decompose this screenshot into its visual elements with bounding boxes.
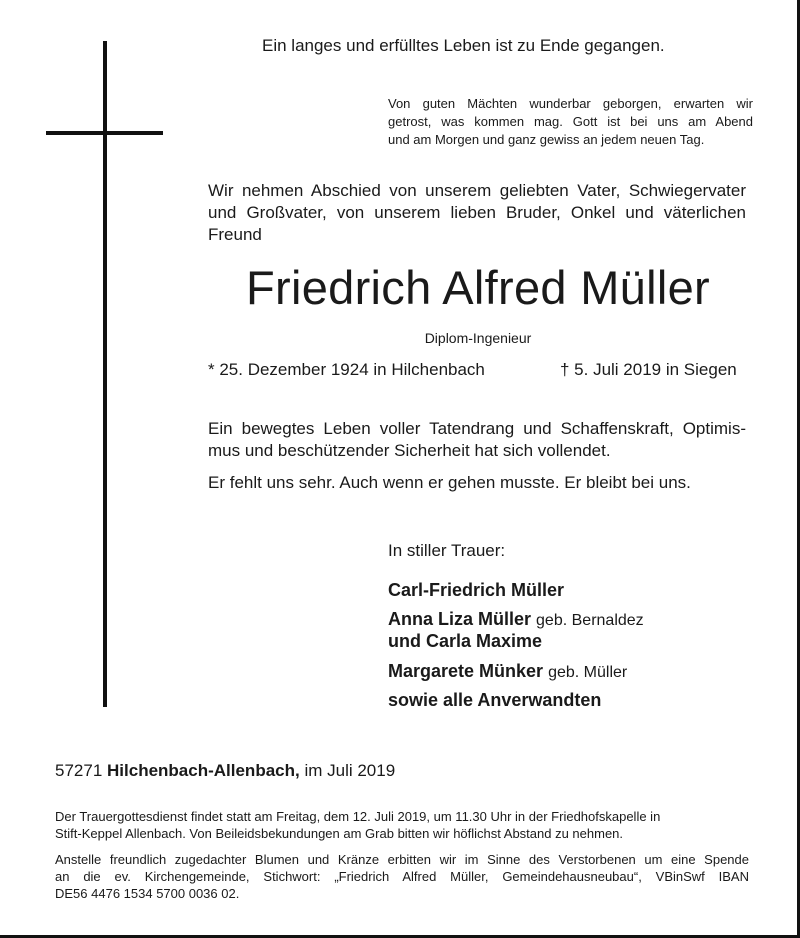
cross-icon-horizontal xyxy=(46,131,163,135)
headline: Ein langes und erfülltes Leben ist zu Ende gegangen. xyxy=(262,36,665,55)
grief-label: In stiller Trauer: xyxy=(388,541,506,560)
poem-line: und am Morgen und ganz gewiss an jedem neuen Tag. xyxy=(388,132,705,147)
mourner-nee: geb. Müller xyxy=(548,664,628,681)
place-zip: 57271 xyxy=(55,761,103,780)
mourner-1: Carl-Friedrich Müller xyxy=(388,580,565,600)
mourner-3: und Carla Maxime xyxy=(388,631,543,651)
notice-line: Anstelle freundlich zugedachter Blumen und Kränze erbitten wir im Sinne des Verstorbenen um eine Spende xyxy=(55,852,749,867)
donation-notice xyxy=(55,851,749,902)
mourner-name: Margarete Münker xyxy=(388,661,544,681)
place-date: im Juli 2019 xyxy=(304,761,396,780)
notice-line: DE56 4476 1534 5700 0036 02. xyxy=(55,886,240,901)
place-town: Hilchenbach-Allenbach, xyxy=(107,761,300,780)
poem-line: Von guten Mächten wunderbar geborgen, erwarten wir xyxy=(388,96,753,111)
farewell-intro xyxy=(208,180,746,246)
deceased-title: Diplom-Ingenieur xyxy=(424,330,532,346)
deceased-name: Friedrich Alfred Müller xyxy=(246,261,710,314)
intro-line: Wir nehmen Abschied von unserem geliebten Vater, Schwiegervater xyxy=(208,181,746,200)
life-line: Ein bewegtes Leben voller Tatendrang und Schaffenskraft, Optimis- xyxy=(208,419,746,438)
mourner-5: sowie alle Anverwandten xyxy=(388,690,602,710)
mourner-nee: geb. Bernaldez xyxy=(536,612,644,629)
service-notice xyxy=(55,808,749,842)
notice-line: Der Trauergottesdienst findet statt am Freitag, dem 12. Juli 2019, um 11.30 Uhr in der Friedhofskapelle in xyxy=(55,809,661,824)
life-line: mus und beschützender Sicherheit hat sich vollendet. xyxy=(208,441,611,460)
death-date: † 5. Juli 2019 in Siegen xyxy=(560,360,737,379)
notice-line: Stift-Keppel Allenbach. Von Beileidsbekundungen am Grab bitten wir höflichst Abstand zu nehmen. xyxy=(55,826,624,841)
notice-line: an die ev. Kirchengemeinde, Stichwort: „Friedrich Alfred Müller, Gemeindehausneubau“, VBinSwf IBAN xyxy=(55,869,749,884)
place-date-line xyxy=(55,761,395,781)
poem-quote xyxy=(388,95,753,149)
cross-icon-vertical xyxy=(103,41,107,707)
mourner-2 xyxy=(388,609,644,630)
life-text xyxy=(208,418,746,462)
missing-text: Er fehlt uns sehr. Auch wenn er gehen musste. Er bleibt bei uns. xyxy=(208,473,691,492)
birth-date: * 25. Dezember 1924 in Hilchenbach xyxy=(208,360,485,379)
poem-line: getrost, was kommen mag. Gott ist bei uns am Abend xyxy=(388,114,753,129)
intro-line: Freund xyxy=(208,225,262,244)
intro-line: und Großvater, von unserem lieben Bruder, Onkel und väterlichen xyxy=(208,203,746,222)
mourner-4 xyxy=(388,661,627,682)
mourner-name: Anna Liza Müller xyxy=(388,609,532,629)
